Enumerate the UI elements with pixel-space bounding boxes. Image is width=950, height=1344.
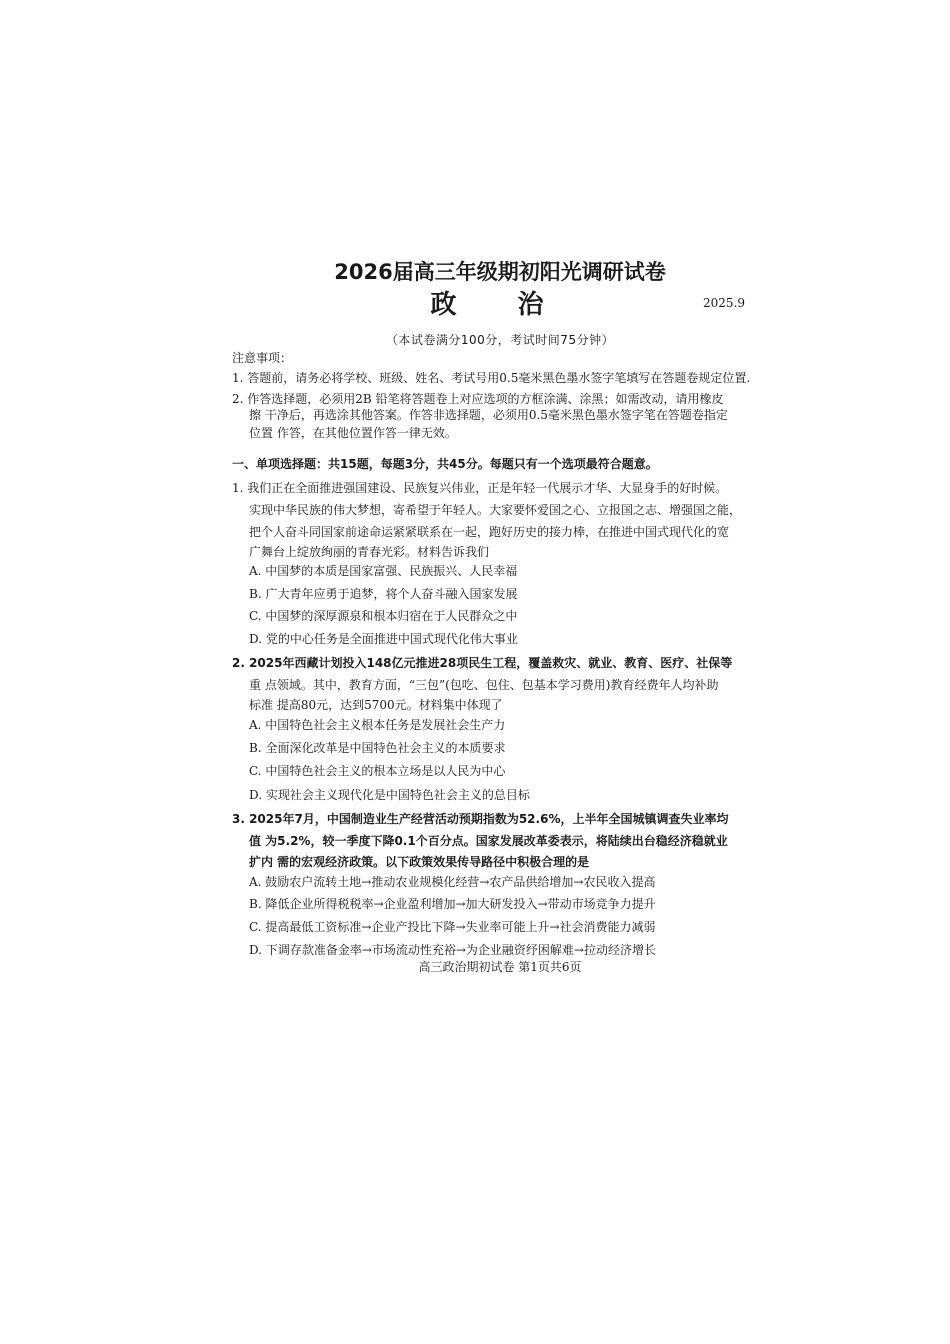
section-heading: 一、单项选择题：共15题，每题3分，共45分。每题只有一个选项最符合题意。 [232, 457, 658, 471]
question-stem-line: 把个人奋斗同国家前途命运紧紧联系在一起，跑好历史的接力棒，在推进中国式现代化的宽 [249, 525, 730, 539]
question-stem-line: 重 点领域。其中，教育方面，“三包”(包吃、包住、包基本学习费用)教育经费年人均补助 [249, 678, 719, 692]
page-footer: 高三政治期初试卷 第1页共6页 [418, 960, 582, 974]
option-d: D. 实现社会主义现代化是中国特色社会主义的总目标 [249, 788, 530, 802]
option-c: C. 中国特色社会主义的根本立场是以人民为中心 [249, 764, 506, 778]
option-a: A. 鼓励农户流转土地→推动农业规模化经营→农产品供给增加→农民收入提高 [249, 875, 656, 889]
exam-info: （本试卷满分100分，考试时间75分钟） [385, 333, 615, 347]
question-stem-line: 3. 2025年7月，中国制造业生产经营活动预期指数为52.6%，上半年全国城镇调查失业率均 [232, 812, 729, 826]
option-b: B. 广大青年应勇于追梦，将个人奋斗融入国家发展 [249, 587, 518, 601]
option-a: A. 中国梦的本质是国家富强、民族振兴、人民幸福 [249, 564, 518, 578]
question-stem-line: 2. 2025年西藏计划投入148亿元推进28项民生工程，覆盖救灾、就业、教育、医疗、社保等 [232, 656, 733, 670]
exam-title: 2026届高三年级期初阳光调研试卷 [334, 260, 666, 284]
question-stem-line: 扩内 需的宏观经济政策。以下政策效果传导路径中积极合理的是 [249, 855, 590, 869]
question-stem-line: 广舞台上绽放绚丽的青春光彩。材料告诉我们 [249, 545, 490, 559]
option-a: A. 中国特色社会主义根本任务是发展社会生产力 [249, 718, 506, 732]
question-stem-line: 1. 我们正在全面推进强国建设、民族复兴伟业，正是年轻一代展示才华、大显身手的好时候。 [232, 481, 728, 495]
exam-date: 2025.9 [703, 296, 745, 310]
notice-item-2-line3: 位置 作答，在其他位置作答一律无效。 [249, 426, 457, 440]
question-stem-line: 值 为5.2%，较一季度下降0.1个百分点。国家发展改革委表示，将陆续出台稳经济稳就业 [249, 834, 728, 848]
subject-title: 政 治 [430, 290, 570, 320]
notice-item-1: 1. 答题前，请务必将学校、班级、姓名、考试号用0.5毫米黑色墨水签字笔填写在答题卷规定位置. [232, 371, 751, 385]
notice-item-2: 2. 作答选择题，必须用2B 铅笔将答题卷上对应选项的方框涂满、涂黑；如需改动，请用橡皮 [232, 392, 724, 406]
question-stem-line: 标准 提高80元，达到5700元。材料集中体现了 [249, 698, 503, 712]
option-b: B. 全面深化改革是中国特色社会主义的本质要求 [249, 741, 506, 755]
option-d: D. 下调存款准备金率→市场流动性充裕→为企业融资纾困解难→拉动经济增长 [249, 943, 656, 957]
option-d: D. 党的中心任务是全面推进中国式现代化伟大事业 [249, 632, 518, 646]
option-b: B. 降低企业所得税税率→企业盈利增加→加大研发投入→带动市场竞争力提升 [249, 897, 656, 911]
notice-heading: 注意事项： [232, 351, 293, 365]
notice-item-2-line2: 擦 干净后，再选涂其他答案。作答非选择题，必须用0.5毫米黑色墨水签字笔在答题卷指定 [249, 408, 728, 422]
option-c: C. 中国梦的深厚源泉和根本归宿在于人民群众之中 [249, 609, 518, 623]
option-c: C. 提高最低工资标准→企业产投比下降→失业率可能上升→社会消费能力减弱 [249, 920, 656, 934]
question-stem-line: 实现中华民族的伟大梦想，寄希望于年轻人。大家要怀爱国之心、立报国之志、增强国之能， [249, 503, 742, 517]
